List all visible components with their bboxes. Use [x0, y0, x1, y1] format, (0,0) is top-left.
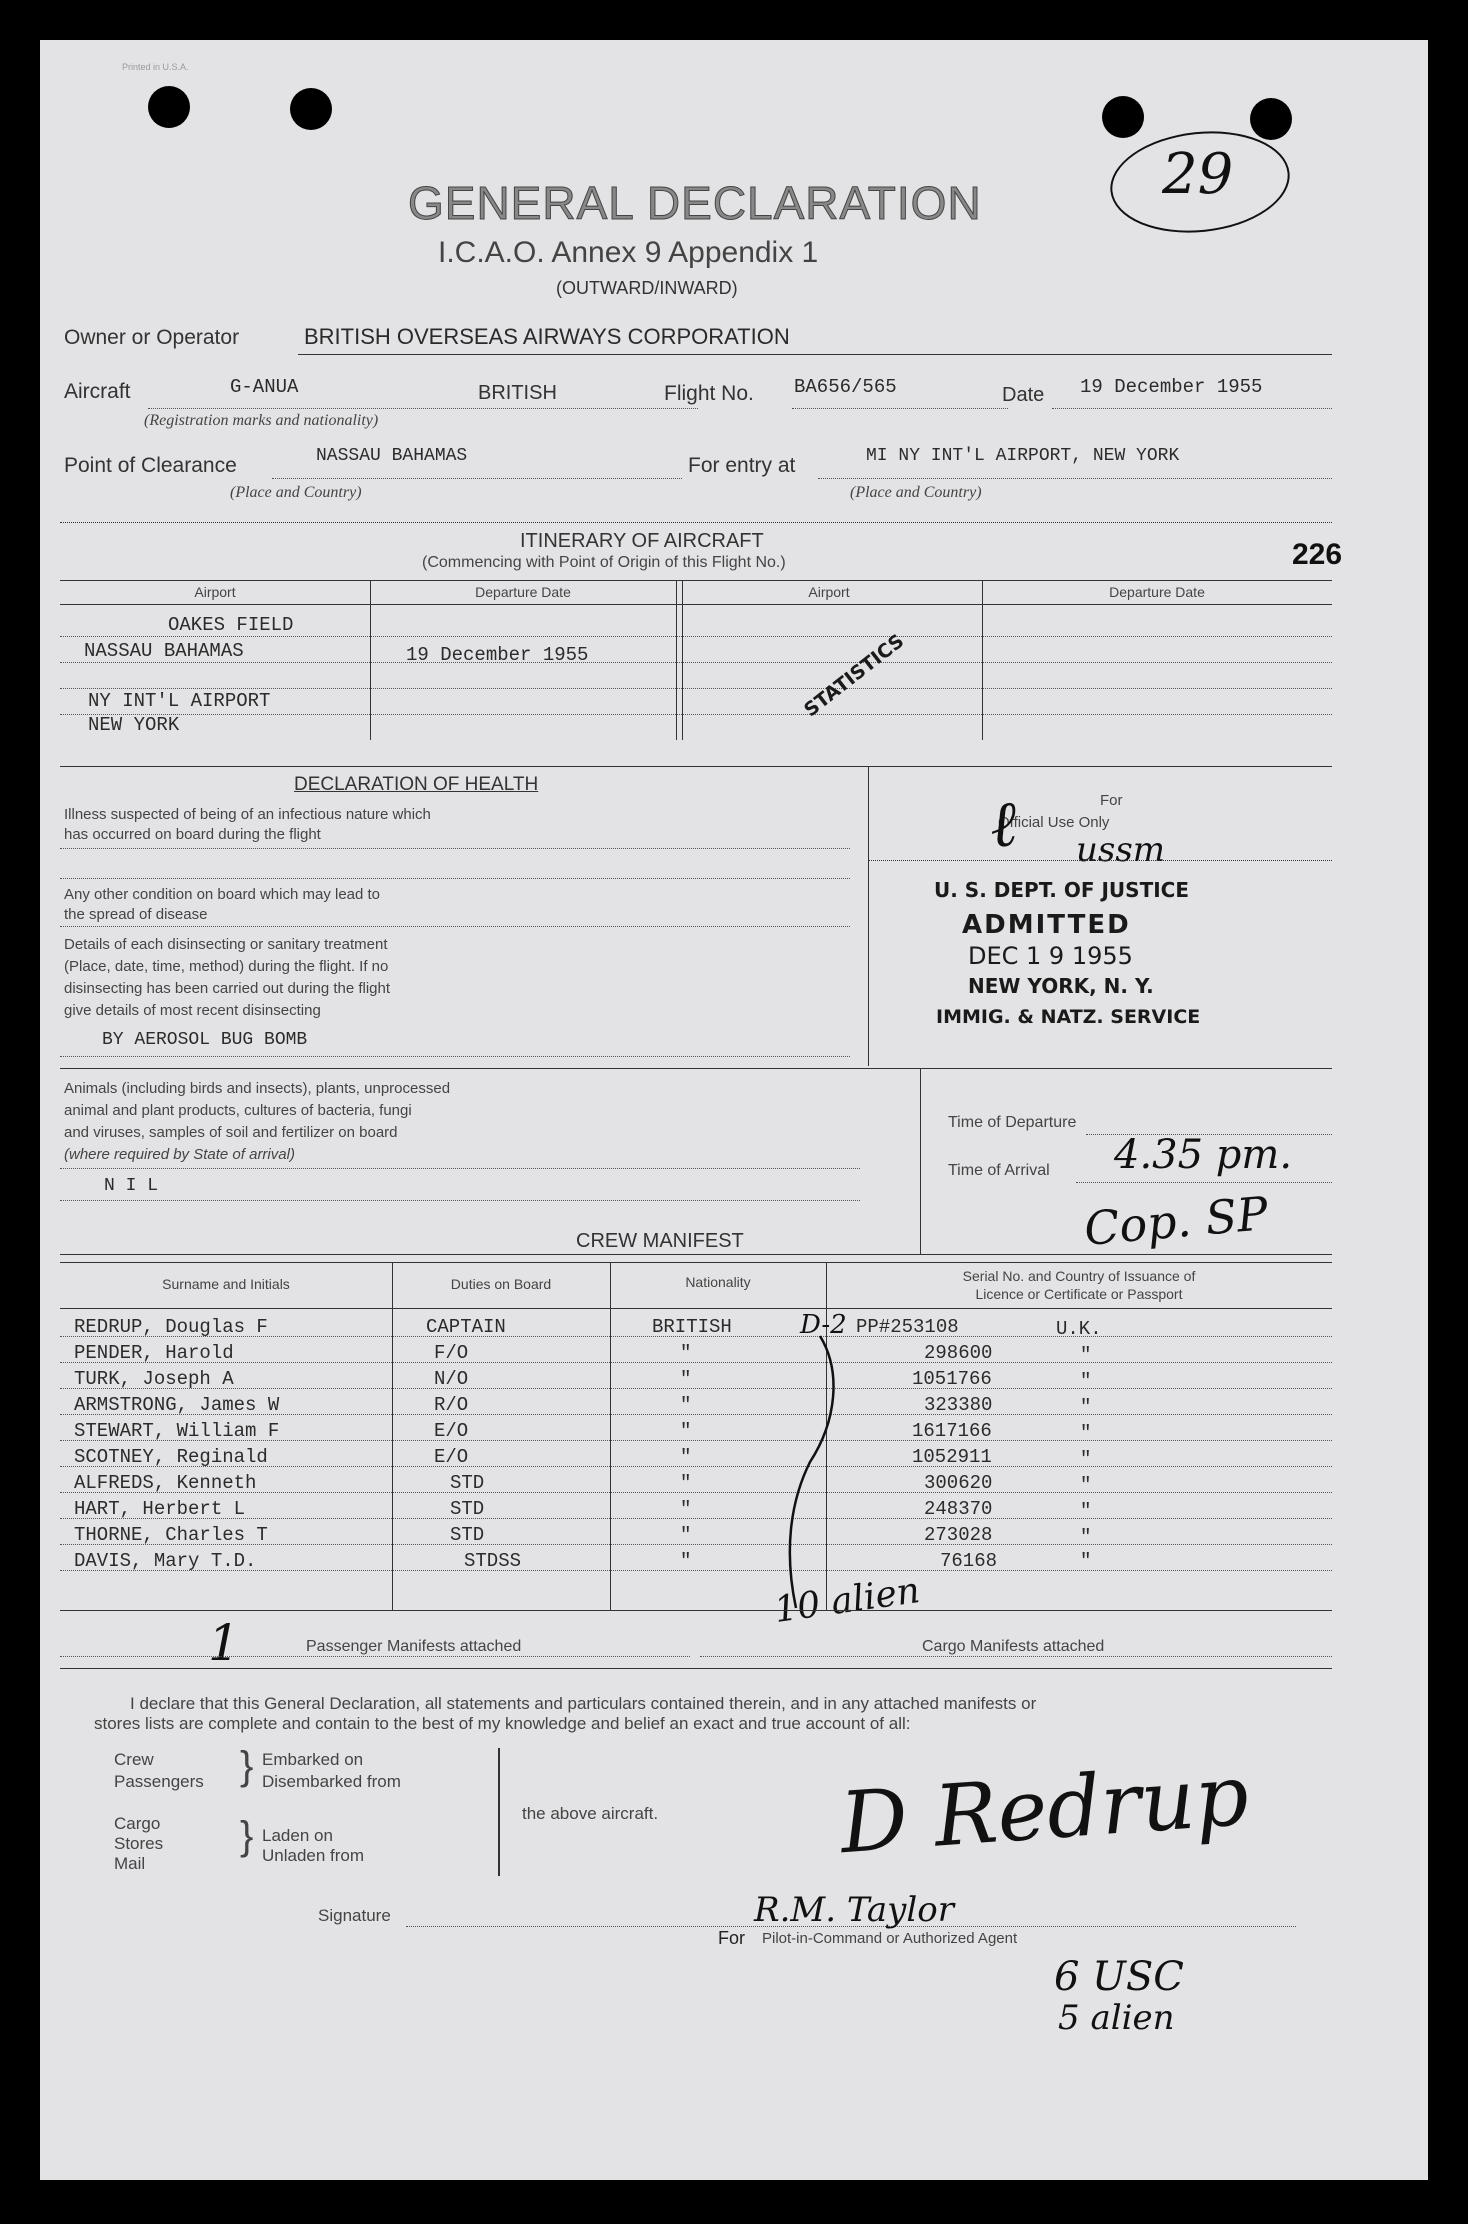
animals-line1: Animals (including birds and insects), plants, unprocessed — [64, 1080, 451, 1097]
animals-line4: (where required by State of arrival) — [64, 1146, 295, 1163]
stamp-admitted: ADMITTED — [962, 910, 1131, 940]
nationality-value: BRITISH — [478, 382, 557, 404]
crew-country: " — [1080, 1396, 1092, 1418]
crew-duty: STDSS — [464, 1550, 522, 1572]
declaration-text-2: stores lists are complete and contain to the best of my knowledge and belief an exact and true account of all: — [94, 1714, 911, 1733]
table-row: DAVIS, Mary T.D. — [74, 1550, 257, 1572]
crew-duty: STD — [450, 1472, 485, 1494]
unladen-word: Unladen from — [262, 1846, 365, 1865]
registration-value: G-ANUA — [230, 376, 299, 398]
crew-duty: F/O — [434, 1342, 469, 1364]
itinerary-airport-3: NY INT'L AIRPORT — [88, 690, 271, 712]
crew-serial: 248370 — [924, 1498, 993, 1520]
itinerary-airport-2: NASSAU BAHAMAS — [84, 640, 244, 662]
agent-signature: R.M. Taylor — [754, 1890, 954, 1930]
crew-nationality: " — [680, 1524, 692, 1546]
crew-nationality: " — [680, 1394, 692, 1416]
table-row: SCOTNEY, Reginald — [74, 1446, 268, 1468]
itinerary-header-date: Departure Date — [475, 584, 571, 600]
clearance-caption: (Place and Country) — [230, 484, 362, 501]
health-q3-line3: disinsecting has been carried out during the flight — [64, 980, 391, 997]
flight-value: BA656/565 — [794, 376, 897, 398]
crew-serial: 323380 — [924, 1394, 993, 1416]
health-q2-line1: Any other condition on board which may lead to — [64, 886, 381, 903]
departure-time-label: Time of Departure — [948, 1114, 1077, 1131]
bottom-note-2: 5 alien — [1058, 1998, 1175, 2038]
crew-nationality: " — [680, 1420, 692, 1442]
clearance-value: NASSAU BAHAMAS — [316, 446, 468, 466]
statistics-stamp: STATISTICS — [800, 630, 909, 722]
passenger-manifest-label: Passenger Manifests attached — [306, 1638, 522, 1655]
itinerary-header-date-2: Departure Date — [1109, 584, 1205, 600]
crew-header-licence: Licence or Certificate or Passport — [975, 1286, 1183, 1302]
alien-note: 10 alien — [771, 1570, 923, 1631]
disinsecting-answer: BY AEROSOL BUG BOMB — [102, 1030, 308, 1050]
page-title: GENERAL DECLARATION — [408, 177, 982, 229]
health-q2-line2: the spread of disease — [64, 906, 208, 923]
crew-duty: STD — [450, 1498, 485, 1520]
punch-hole — [1250, 98, 1292, 140]
brace-2: } — [240, 1814, 254, 1858]
itinerary-airport-1: OAKES FIELD — [168, 614, 294, 636]
crew-nationality: " — [680, 1550, 692, 1572]
official-scribble: ussm — [1076, 830, 1166, 870]
crew-duty: N/O — [434, 1368, 469, 1390]
clearance-label: Point of Clearance — [64, 454, 237, 477]
itinerary-subtitle: (Commencing with Point of Origin of this Flight No.) — [422, 554, 786, 571]
health-q3-line4: give details of most recent disinsecting — [64, 1002, 321, 1019]
marginal-mark: D-2 — [800, 1310, 847, 1340]
crew-duty: E/O — [434, 1446, 469, 1468]
signature-label: Signature — [318, 1906, 391, 1925]
stamp-dept: U. S. DEPT. OF JUSTICE — [934, 878, 1189, 902]
arrival-note: Cop. SP — [1081, 1186, 1271, 1256]
crew-serial: 300620 — [924, 1472, 993, 1494]
table-row: REDRUP, Douglas F — [74, 1316, 268, 1338]
crew-word: Crew — [114, 1750, 154, 1769]
declaration-form — [40, 40, 1428, 2180]
crew-header-nationality: Nationality — [685, 1274, 751, 1290]
official-signature: ℓ — [987, 787, 1020, 863]
crew-country: " — [1080, 1550, 1092, 1572]
cargo-manifest-label: Cargo Manifests attached — [922, 1638, 1105, 1655]
table-row: ALFREDS, Kenneth — [74, 1472, 257, 1494]
mail-word: Mail — [114, 1854, 146, 1873]
itinerary-title: ITINERARY OF AIRCRAFT — [520, 530, 764, 552]
animals-answer: N I L — [104, 1176, 159, 1196]
crew-duty: R/O — [434, 1394, 469, 1416]
official-use: Official Use Only — [998, 814, 1110, 831]
entry-caption: (Place and Country) — [850, 484, 982, 501]
agent-label: Pilot-in-Command or Authorized Agent — [762, 1930, 1018, 1947]
crew-serial: 1617166 — [912, 1420, 992, 1442]
crew-header-serial: Serial No. and Country of Issuance of — [962, 1268, 1196, 1284]
above-aircraft: the above aircraft. — [522, 1804, 659, 1823]
crew-country: U.K. — [1056, 1318, 1102, 1340]
itinerary-date-2: 19 December 1955 — [406, 644, 589, 666]
crew-nationality: " — [680, 1368, 692, 1390]
bracket-scribble — [780, 1332, 850, 1622]
itinerary-header-airport: Airport — [194, 584, 236, 600]
stamp-service: IMMIG. & NATZ. SERVICE — [936, 1006, 1201, 1028]
entry-label: For entry at — [688, 454, 796, 477]
crew-nationality: " — [680, 1446, 692, 1468]
health-q3-line1: Details of each disinsecting or sanitary treatment — [64, 936, 388, 953]
passenger-count: 1 — [208, 1614, 240, 1672]
health-q1-line2: has occurred on board during the flight — [64, 826, 321, 843]
table-row: HART, Herbert L — [74, 1498, 246, 1520]
animals-line3: and viruses, samples of soil and fertilizer on board — [64, 1124, 398, 1141]
declaration-text-1: I declare that this General Declaration, all statements and particulars contained therein, and in any attached manifests or — [130, 1694, 1037, 1713]
table-row: THORNE, Charles T — [74, 1524, 268, 1546]
bottom-note-1: 6 USC — [1054, 1954, 1184, 2000]
health-q3-line2: (Place, date, time, method) during the flight. If no — [64, 958, 389, 975]
itinerary-header-airport-2: Airport — [808, 584, 850, 600]
crew-country: " — [1080, 1526, 1092, 1548]
crew-serial: 298600 — [924, 1342, 993, 1364]
crew-serial: PP#253108 — [856, 1316, 959, 1338]
embarked-word: Embarked on — [262, 1750, 364, 1769]
table-row: TURK, Joseph A — [74, 1368, 234, 1390]
arrival-time-label: Time of Arrival — [948, 1162, 1050, 1179]
direction-note: (OUTWARD/INWARD) — [556, 278, 738, 298]
registration-caption: (Registration marks and nationality) — [144, 412, 379, 429]
aircraft-label: Aircraft — [64, 380, 131, 403]
crew-country: " — [1080, 1500, 1092, 1522]
owner-label: Owner or Operator — [64, 326, 240, 349]
health-q1-line1: Illness suspected of being of an infectious nature which — [64, 806, 431, 823]
circled-number-text: 29 — [1162, 142, 1234, 207]
health-title: DECLARATION OF HEALTH — [294, 774, 539, 795]
crew-nationality: " — [680, 1342, 692, 1364]
crew-country: " — [1080, 1448, 1092, 1470]
crew-country: " — [1080, 1344, 1092, 1366]
crew-title: CREW MANIFEST — [576, 1230, 744, 1252]
stamp-date: DEC 1 9 1955 — [968, 942, 1133, 970]
table-row: STEWART, William F — [74, 1420, 280, 1442]
arrival-time-value: 4.35 pm. — [1114, 1132, 1293, 1178]
date-value: 19 December 1955 — [1080, 376, 1263, 398]
official-for: For — [1100, 792, 1123, 809]
table-row: ARMSTRONG, James W — [74, 1394, 280, 1416]
cargo-word: Cargo — [114, 1814, 161, 1833]
crew-serial: 76168 — [940, 1550, 998, 1572]
crew-duty: CAPTAIN — [426, 1316, 506, 1338]
for-label: For — [718, 1928, 745, 1948]
crew-country: " — [1080, 1370, 1092, 1392]
crew-country: " — [1080, 1474, 1092, 1496]
punch-hole — [290, 88, 332, 130]
crew-nationality: " — [680, 1498, 692, 1520]
crew-duty: STD — [450, 1524, 485, 1546]
crew-duty: E/O — [434, 1420, 469, 1442]
pilot-signature: D Redrup — [837, 1745, 1252, 1873]
punch-hole — [148, 86, 190, 128]
crew-serial: 273028 — [924, 1524, 993, 1546]
crew-header-name: Surname and Initials — [162, 1276, 290, 1292]
crew-nationality: " — [680, 1472, 692, 1494]
animals-line2: animal and plant products, cultures of bacteria, fungi — [64, 1102, 412, 1119]
crew-serial: 1052911 — [912, 1446, 992, 1468]
crew-country: " — [1080, 1422, 1092, 1444]
owner-value: BRITISH OVERSEAS AIRWAYS CORPORATION — [304, 324, 790, 349]
crew-header-duty: Duties on Board — [450, 1276, 552, 1292]
laden-word: Laden on — [262, 1826, 333, 1845]
date-label: Date — [1002, 384, 1045, 406]
table-row: PENDER, Harold — [74, 1342, 234, 1364]
passengers-word: Passengers — [114, 1772, 204, 1791]
disembarked-word: Disembarked from — [262, 1772, 401, 1791]
punch-hole — [1102, 96, 1144, 138]
crew-serial: 1051766 — [912, 1368, 992, 1390]
stamp-city: NEW YORK, N. Y. — [968, 974, 1154, 998]
crew-nationality: BRITISH — [652, 1316, 732, 1338]
entry-value: MI NY INT'L AIRPORT, NEW YORK — [866, 446, 1180, 466]
printed-note: Printed in U.S.A. — [122, 62, 189, 72]
flight-label: Flight No. — [664, 382, 754, 405]
stores-word: Stores — [114, 1834, 164, 1853]
brace-1: } — [240, 1744, 254, 1788]
itinerary-airport-4: NEW YORK — [88, 714, 180, 736]
page-number: 226 — [1292, 538, 1343, 571]
page-subtitle: I.C.A.O. Annex 9 Appendix 1 — [438, 236, 819, 269]
